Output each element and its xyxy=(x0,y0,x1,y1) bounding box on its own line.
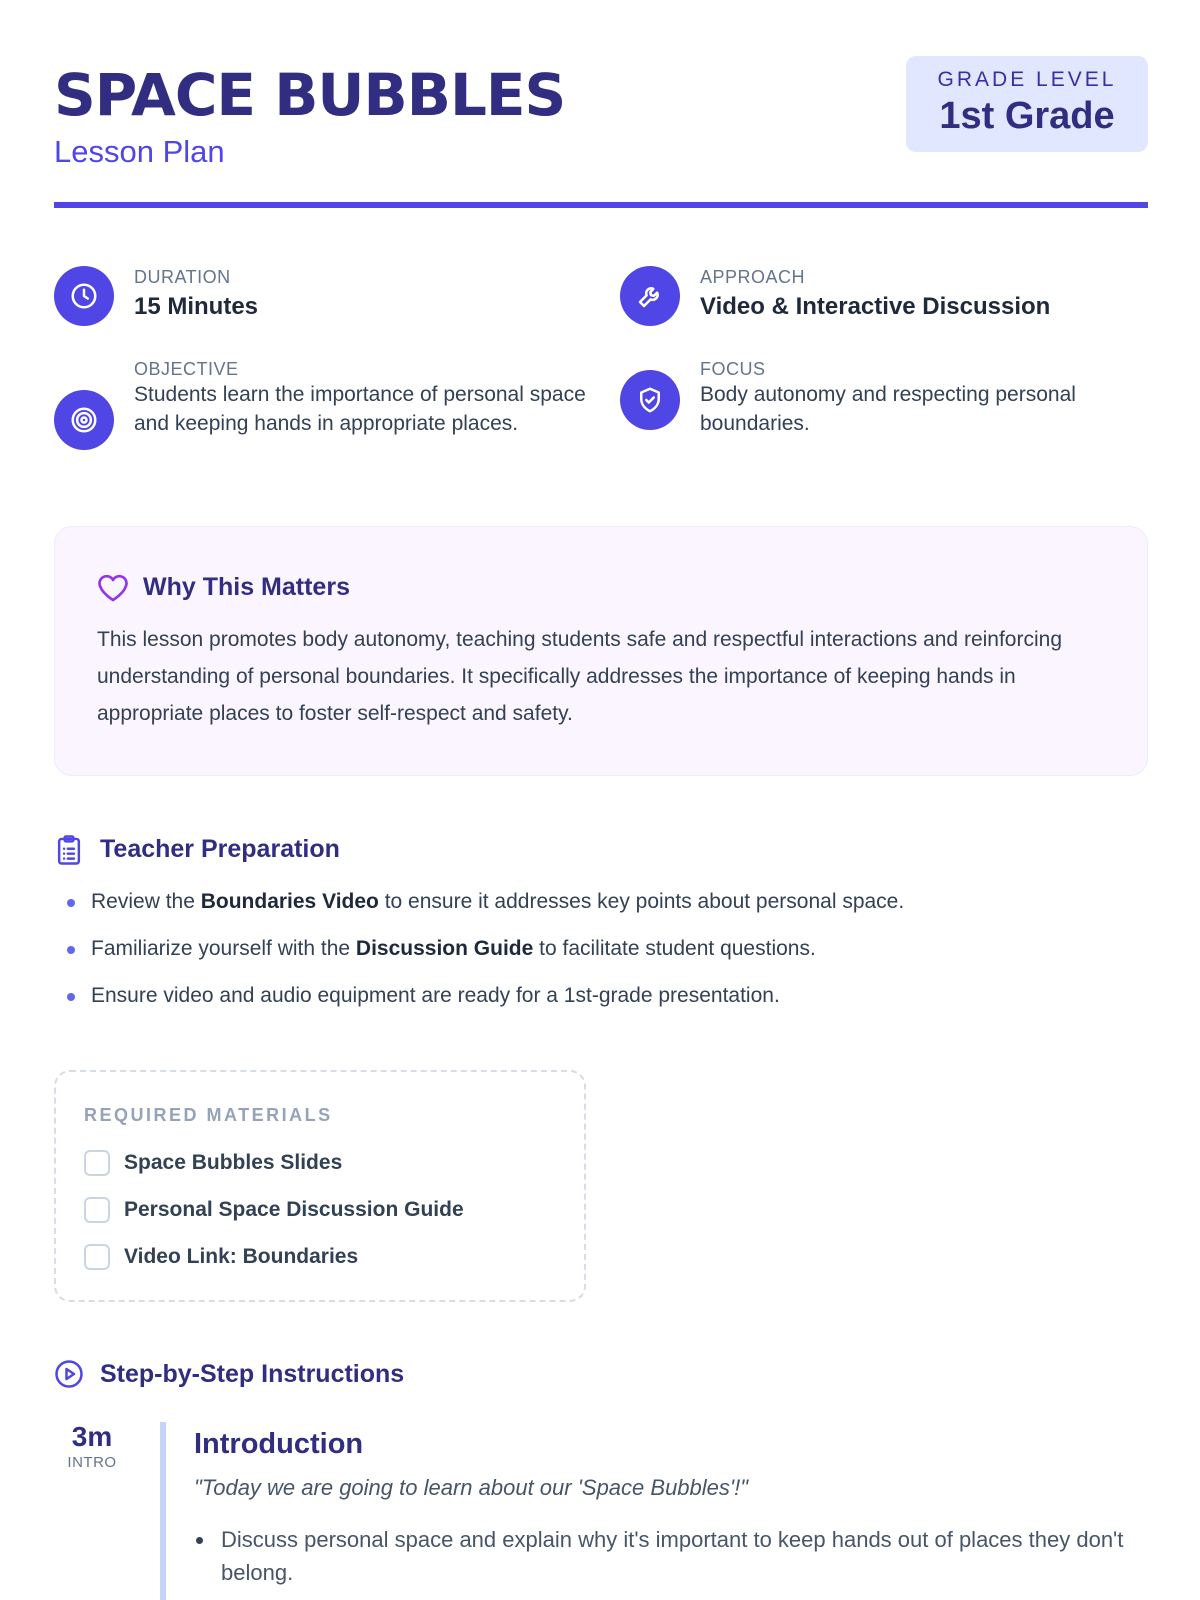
why-this-matters-title: Why This Matters xyxy=(143,573,350,601)
step-duration xyxy=(54,1420,130,1472)
page-header xyxy=(54,56,1148,208)
required-materials-title: REQUIRED MATERIALS xyxy=(84,1105,333,1125)
focus-text: Body autonomy and respecting personal boundaries. xyxy=(700,383,1076,435)
preparation-text: Ensure video and audio equipment are ready for a 1st-grade presentation. xyxy=(91,984,780,1007)
material-checkbox[interactable] xyxy=(84,1244,110,1270)
objective-label: OBJECTIVE xyxy=(134,359,239,379)
preparation-text: to facilitate student questions. xyxy=(533,937,816,960)
lesson-plan-page xyxy=(54,0,1148,1600)
step-minutes: 3m xyxy=(71,1421,113,1452)
play-circle-icon xyxy=(54,1359,84,1391)
material-label: Personal Space Discussion Guide xyxy=(124,1198,464,1221)
preparation-item xyxy=(54,982,1148,1029)
why-this-matters-body: This lesson promotes body autonomy, teaching students safe and respectful interactions and reinforcing understanding of personal boundaries. It specifically addresses the importance of keeping hands in appropriate places to foster self-respect and safety. xyxy=(97,628,1062,725)
duration-value: 15 Minutes xyxy=(134,293,259,320)
clock-icon xyxy=(54,266,114,326)
clipboard-icon xyxy=(54,834,84,866)
page-subtitle: Lesson Plan xyxy=(54,134,225,169)
teacher-preparation-title: Teacher Preparation xyxy=(100,835,340,863)
preparation-item xyxy=(54,888,1148,935)
approach-value: Video & Interactive Discussion xyxy=(700,293,1051,320)
why-this-matters-card xyxy=(54,526,1148,776)
step-timeline-rail xyxy=(160,1422,166,1600)
meta-duration xyxy=(54,264,584,334)
wrench-icon xyxy=(620,266,680,326)
material-label: Space Bubbles Slides xyxy=(124,1151,343,1174)
step-by-step-title: Step-by-Step Instructions xyxy=(100,1360,405,1388)
step-bullet-list xyxy=(194,1523,1144,1589)
approach-label: APPROACH xyxy=(700,267,806,287)
grade-level-value: 1st Grade xyxy=(939,95,1115,137)
preparation-emphasis: Discussion Guide xyxy=(355,937,534,960)
material-checkbox[interactable] xyxy=(84,1150,110,1176)
shield-check-icon xyxy=(620,370,680,430)
meta-objective xyxy=(54,358,584,468)
target-icon xyxy=(54,390,114,450)
preparation-text: to ensure it addresses key points about personal space. xyxy=(378,890,905,913)
preparation-item xyxy=(54,935,1148,982)
duration-label: DURATION xyxy=(134,267,231,287)
step-title: Introduction xyxy=(194,1428,364,1460)
meta-approach xyxy=(620,264,1150,334)
grade-level-badge xyxy=(906,56,1148,152)
preparation-text: Review the xyxy=(91,890,201,913)
page-title: SPACE BUBBLES xyxy=(54,61,566,129)
objective-text: Students learn the importance of personal space and keeping hands in appropriate places. xyxy=(134,383,586,435)
step-quote: "Today we are going to learn about our 'Space Bubbles'!" xyxy=(194,1475,749,1500)
required-materials-box xyxy=(54,1070,586,1302)
preparation-text: Familiarize yourself with the xyxy=(91,937,356,960)
material-checkbox[interactable] xyxy=(84,1197,110,1223)
meta-focus xyxy=(620,358,1150,448)
step-phase-tag: INTRO xyxy=(67,1454,117,1471)
step-bullet: Discuss personal space and explain why it's important to keep hands out of places they don't belong. xyxy=(194,1523,1144,1589)
teacher-preparation-list xyxy=(54,888,1148,1029)
heart-icon xyxy=(97,573,129,603)
material-label: Video Link: Boundaries xyxy=(124,1245,359,1268)
focus-label: FOCUS xyxy=(700,359,766,379)
preparation-emphasis: Boundaries Video xyxy=(200,890,379,913)
grade-level-label: GRADE LEVEL xyxy=(937,68,1117,91)
